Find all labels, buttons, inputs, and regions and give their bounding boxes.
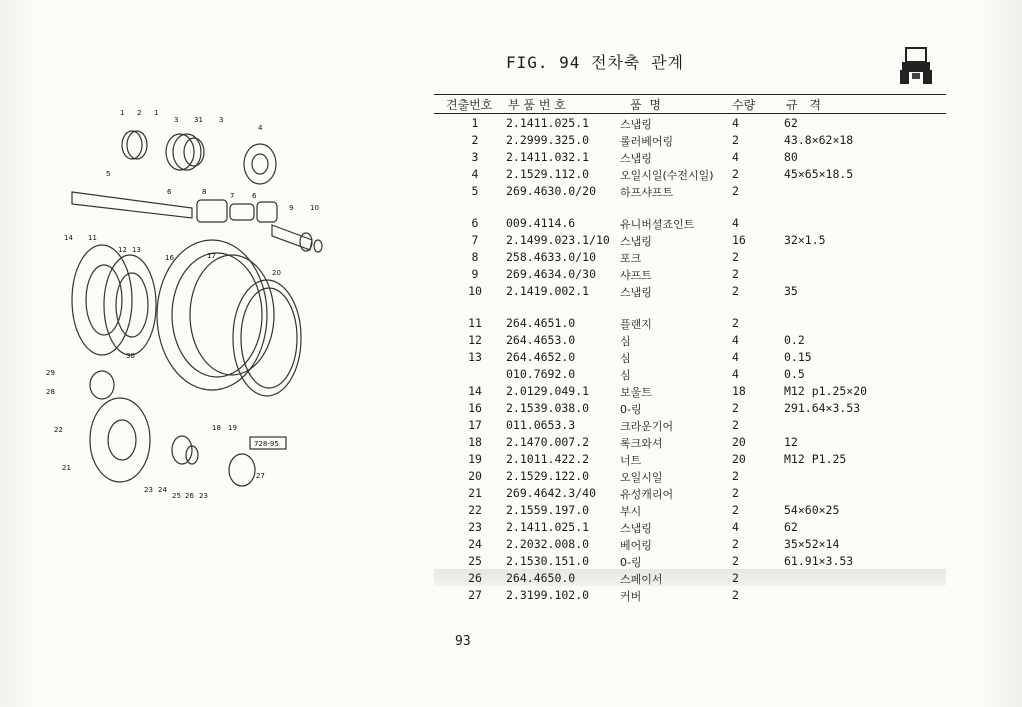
cell-name: 롤러베어링 [620,135,674,148]
cell-name: 오일시일(수전시일) [620,169,714,182]
cell-no: 5 [471,184,479,198]
svg-text:5: 5 [106,170,111,178]
header-name: 품 명 [630,98,663,112]
svg-text:16: 16 [165,254,174,262]
cell-spec: 12 [784,435,798,449]
table-row [434,552,946,569]
cell-qty: 4 [732,367,739,381]
cell-qty: 2 [732,469,739,483]
svg-text:17: 17 [207,252,216,260]
cell-part-no: 269.4642.3/40 [506,486,597,500]
table-row [434,131,946,148]
svg-text:7: 7 [230,192,235,200]
table-row [434,282,946,299]
table-row [434,265,946,282]
svg-text:3: 3 [174,116,179,124]
cell-spec: 32×1.5 [784,233,826,247]
cell-no: 1 [471,116,479,130]
table-body [434,114,946,603]
cell-part-no: 2.1411.025.1 [506,116,590,130]
cell-name: 0-링 [620,403,642,416]
cell-qty: 2 [732,537,739,551]
cell-no: 13 [468,350,482,364]
cell-no: 18 [468,435,482,449]
svg-text:9: 9 [289,204,294,212]
table-row [434,450,946,467]
cell-name: 스페이서 [620,573,663,586]
svg-text:1: 1 [120,109,125,117]
svg-text:8: 8 [202,188,207,196]
cell-name: 심 [620,369,631,382]
svg-text:12: 12 [118,246,127,254]
cell-name: 심 [620,352,631,365]
svg-text:22: 22 [54,426,63,434]
cell-qty: 4 [732,350,739,364]
table-row [434,467,946,484]
cell-spec: 80 [784,150,798,164]
diagram-ref-tag: 728-95 [254,440,279,448]
svg-text:18: 18 [212,424,221,432]
cell-no: 26 [468,571,482,585]
svg-text:28: 28 [46,388,55,396]
cell-spec: 54×60×25 [784,503,840,517]
cell-part-no: 2.1411.025.1 [506,520,590,534]
svg-text:30: 30 [126,352,135,360]
svg-text:1: 1 [154,109,159,117]
cell-part-no: 2.1411.032.1 [506,150,590,164]
table-spacer [434,299,946,314]
cell-qty: 2 [732,167,739,181]
cell-no: 11 [468,316,482,330]
cell-part-no: 2.2032.008.0 [506,537,590,551]
cell-part-no: 2.1470.007.2 [506,435,590,449]
cell-name: 스냅링 [620,286,652,299]
cell-no: 19 [468,452,482,466]
cell-qty: 20 [732,452,746,466]
svg-text:6: 6 [252,192,257,200]
header-part-no: 부 품 번 호 [508,98,566,112]
cell-part-no: 2.0129.049.1 [506,384,590,398]
cell-qty: 2 [732,184,739,198]
svg-text:19: 19 [228,424,237,432]
cell-name: 포크 [620,252,642,265]
cell-qty: 2 [732,588,739,602]
cell-qty: 2 [732,554,739,568]
cell-no: 6 [471,216,479,230]
cell-name: 스냅링 [620,235,652,248]
cell-part-no: 2.1530.151.0 [506,554,590,568]
cell-qty: 4 [732,333,739,347]
page-number: 93 [455,634,471,649]
cell-name: 오일시일 [620,471,663,484]
header-no: 견출번호 [446,98,493,112]
cell-qty: 4 [732,216,739,230]
cell-spec: 45×65×18.5 [784,167,854,181]
svg-text:13: 13 [132,246,141,254]
cell-spec: 61.91×3.53 [784,554,854,568]
table-spacer [434,199,946,214]
cell-part-no: 2.1539.038.0 [506,401,590,415]
table-row [434,586,946,603]
cell-name: 크라운기어 [620,420,674,433]
table-row [434,416,946,433]
cell-name: 플랜지 [620,318,652,331]
svg-text:20: 20 [272,269,281,277]
cell-name: 유니버셜죠인트 [620,218,695,231]
svg-text:10: 10 [310,204,319,212]
cell-part-no: 2.1499.023.1/10 [506,233,610,247]
cell-spec: 291.64×3.53 [784,401,861,415]
cell-no: 7 [471,233,479,247]
cell-qty: 2 [732,267,739,281]
table-row [434,248,946,265]
cell-qty: 16 [732,233,746,247]
svg-text:23: 23 [144,486,153,494]
svg-text:26: 26 [185,492,194,500]
cell-spec: 0.5 [784,367,805,381]
cell-qty: 2 [732,571,739,585]
table-row [434,365,946,382]
cell-name: 보울트 [620,386,652,399]
svg-text:2: 2 [137,109,142,117]
cell-part-no: 264.4653.0 [506,333,576,347]
cell-spec: 35 [784,284,798,298]
cell-name: 0-링 [620,556,642,569]
svg-text:25: 25 [172,492,181,500]
cell-qty: 4 [732,116,739,130]
cell-qty: 4 [732,150,739,164]
table-row [434,348,946,365]
cell-qty: 4 [732,520,739,534]
table-row [434,165,946,182]
header-spec: 규 격 [786,98,825,112]
cell-no: 10 [468,284,482,298]
cell-qty: 2 [732,418,739,432]
cell-no: 16 [468,401,482,415]
cell-part-no: 010.7692.0 [506,367,576,381]
table-row [434,433,946,450]
cell-name: 샤프트 [620,269,652,282]
table-row [434,399,946,416]
cell-qty: 18 [732,384,746,398]
cell-qty: 20 [732,435,746,449]
cell-spec: 35×52×14 [784,537,840,551]
cell-name: 심 [620,335,631,348]
table-row [434,231,946,248]
svg-text:6: 6 [167,188,172,196]
cell-part-no: 264.4650.0 [506,571,576,585]
cell-part-no: 269.4634.0/30 [506,267,597,281]
cell-qty: 2 [732,250,739,264]
cell-no: 12 [468,333,482,347]
parts-table [434,94,946,603]
cell-no: 9 [471,267,479,281]
cell-part-no: 2.1529.112.0 [506,167,590,181]
table-row [434,114,946,131]
cell-no: 20 [468,469,482,483]
table-row [434,331,946,348]
cell-no: 24 [468,537,482,551]
cell-name: 너트 [620,454,642,467]
svg-text:24: 24 [158,486,167,494]
cell-no: 4 [471,167,479,181]
cell-name: 유성캐리어 [620,488,674,501]
cell-qty: 2 [732,316,739,330]
cell-name: 스냅링 [620,118,652,131]
svg-text:4: 4 [258,124,263,132]
cell-name: 스냅링 [620,522,652,535]
svg-text:21: 21 [62,464,71,472]
table-row [434,484,946,501]
table-row [434,182,946,199]
cell-qty: 2 [732,503,739,517]
cell-part-no: 264.4651.0 [506,316,576,330]
svg-text:29: 29 [46,369,55,377]
cell-part-no: 2.1559.197.0 [506,503,590,517]
header-qty: 수량 [732,98,756,112]
table-row [434,314,946,331]
cell-spec: 0.2 [784,333,805,347]
svg-text:23: 23 [199,492,208,500]
cell-spec: M12 P1.25 [784,452,847,466]
table-row [434,535,946,552]
cell-part-no: 2.2999.325.0 [506,133,590,147]
cell-name: 베어링 [620,539,652,552]
cell-no: 3 [471,150,479,164]
cell-part-no: 264.4652.0 [506,350,576,364]
cell-qty: 2 [732,284,739,298]
cell-part-no: 269.4630.0/20 [506,184,597,198]
table-row [434,148,946,165]
cell-part-no: 2.3199.102.0 [506,588,590,602]
cell-qty: 2 [732,486,739,500]
cell-part-no: 2.1419.002.1 [506,284,590,298]
svg-text:27: 27 [256,472,265,480]
cell-part-no: 2.1529.122.0 [506,469,590,483]
table-row [434,501,946,518]
svg-text:31: 31 [194,116,203,124]
cell-part-no: 011.0653.3 [506,418,576,432]
cell-name: 록크와셔 [620,437,663,450]
table-row [434,214,946,231]
cell-spec: 62 [784,520,798,534]
cell-no: 25 [468,554,482,568]
cell-spec: 43.8×62×18 [784,133,854,147]
cell-no: 8 [471,250,479,264]
cell-part-no: 2.1011.422.2 [506,452,590,466]
svg-text:11: 11 [88,234,97,242]
cell-name: 하프샤프트 [620,186,674,199]
cell-qty: 2 [732,401,739,415]
table-row [434,382,946,399]
cell-name: 커버 [620,590,642,603]
cell-name: 부시 [620,505,642,518]
cell-no: 21 [468,486,482,500]
svg-text:3: 3 [219,116,224,124]
cell-no: 14 [468,384,482,398]
cell-spec: 62 [784,116,798,130]
cell-qty: 2 [732,133,739,147]
table-row [434,569,946,586]
cell-no: 27 [468,588,482,602]
cell-name: 스냅링 [620,152,652,165]
table-row [434,518,946,535]
cell-part-no: 009.4114.6 [506,216,576,230]
figure-title: FIG. 94 전차축 관계 [506,53,684,72]
cell-no: 2 [471,133,479,147]
svg-text:14: 14 [64,234,73,242]
table-header [434,94,946,114]
exploded-parts-diagram [42,100,342,520]
tractor-icon [898,46,934,86]
cell-spec: 0.15 [784,350,812,364]
cell-no: 22 [468,503,482,517]
cell-no: 23 [468,520,482,534]
cell-spec: M12 p1.25×20 [784,384,868,398]
cell-part-no: 258.4633.0/10 [506,250,597,264]
cell-no: 17 [468,418,482,432]
